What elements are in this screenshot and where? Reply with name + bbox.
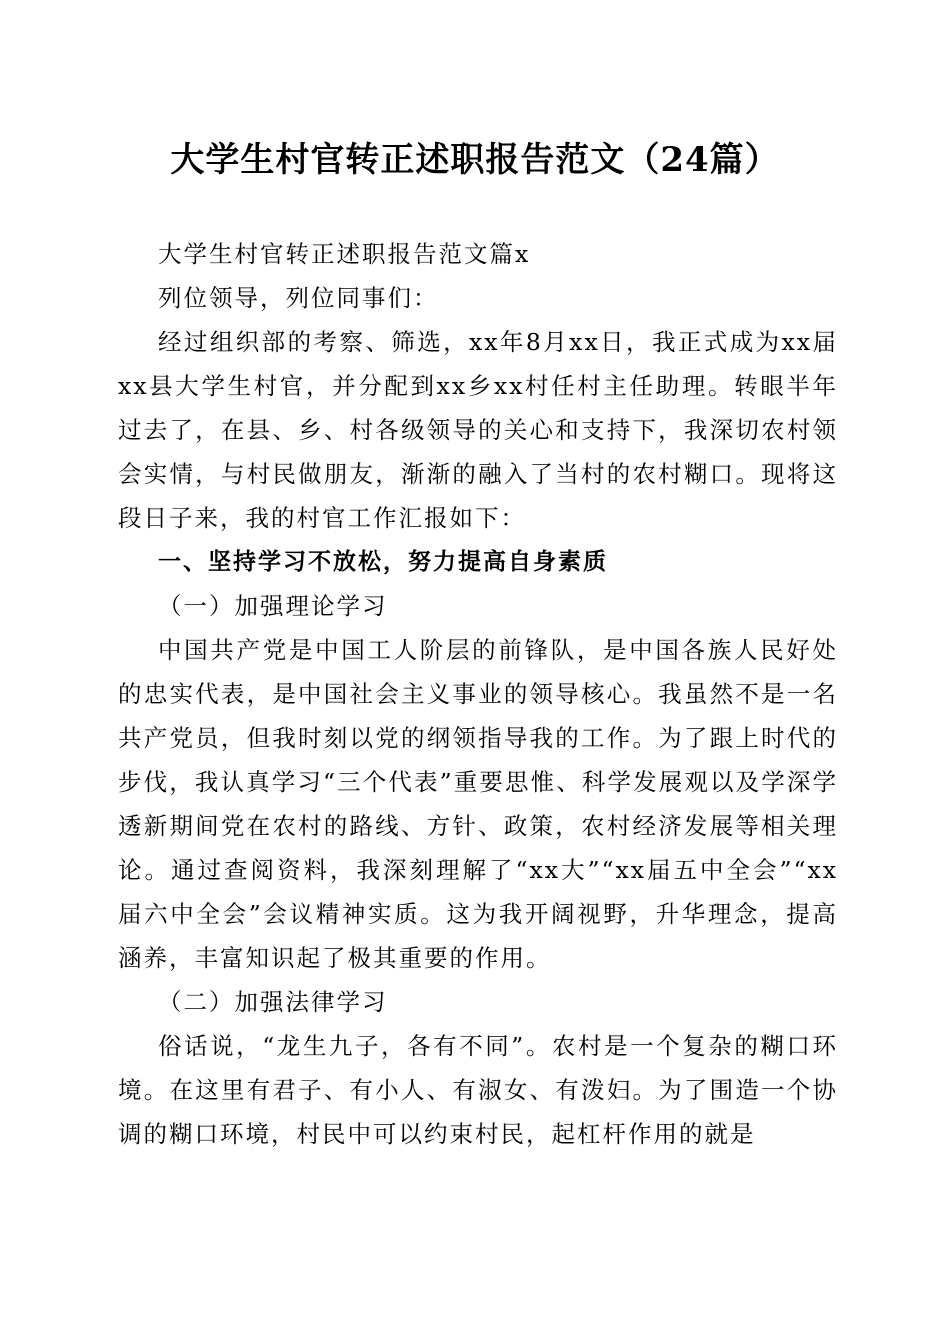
document-title: 大学生村官转正述职报告范文（24篇） xyxy=(170,140,780,180)
section-heading-1: 一、坚持学习不放松，努力提高自身素质 xyxy=(158,549,608,575)
subsection-heading-theory: （一）加强理论学习 xyxy=(158,592,388,620)
salutation: 列位领导，列位同事们： xyxy=(158,284,439,312)
document-subtitle: 大学生村官转正述职报告范文篇x xyxy=(158,240,531,268)
paragraph-theory: 中国共产党是中国工人阶层的前锋队，是中国各族人民好处的忠实代表，是中国社会主义事业的领导核心。我虽然不是一名共产党员，但我时刻以党的纲领指导我的工作。为了跟上时代的步伐，我认真学习“三个代表”重要思惟、科学发展观以及学深学透新期间党在农村的路线、方针、政策，农村经济发展等相关理论。通过查阅资料，我深刻理解了“xx大”“xx届五中全会”“xx届六中全会”会议精神实质。这为我开阔视野，升华理念，提高涵养，丰富知识起了极其重要的作用。 xyxy=(118,636,838,972)
paragraph-law: 俗话说，“龙生九子，各有不同”。农村是一个复杂的糊口环境。在这里有君子、有小人、有淑女、有泼妇。为了围造一个协调的糊口环境，村民中可以约束村民，起杠杆作用的就是 xyxy=(118,1032,838,1148)
document-body xyxy=(118,232,838,1156)
subsection-heading-law: （二）加强法律学习 xyxy=(158,988,388,1016)
paragraph-intro: 经过组织部的考察、筛选，xx年8月xx日，我正式成为xx届xx县大学生村官，并分配到xx乡xx村任村主任助理。转眼半年过去了，在县、乡、村各级领导的关心和支持下，我深切农村领会实情，与村民做朋友，渐渐的融入了当村的农村糊口。现将这段日子来，我的村官工作汇报如下： xyxy=(118,328,838,532)
